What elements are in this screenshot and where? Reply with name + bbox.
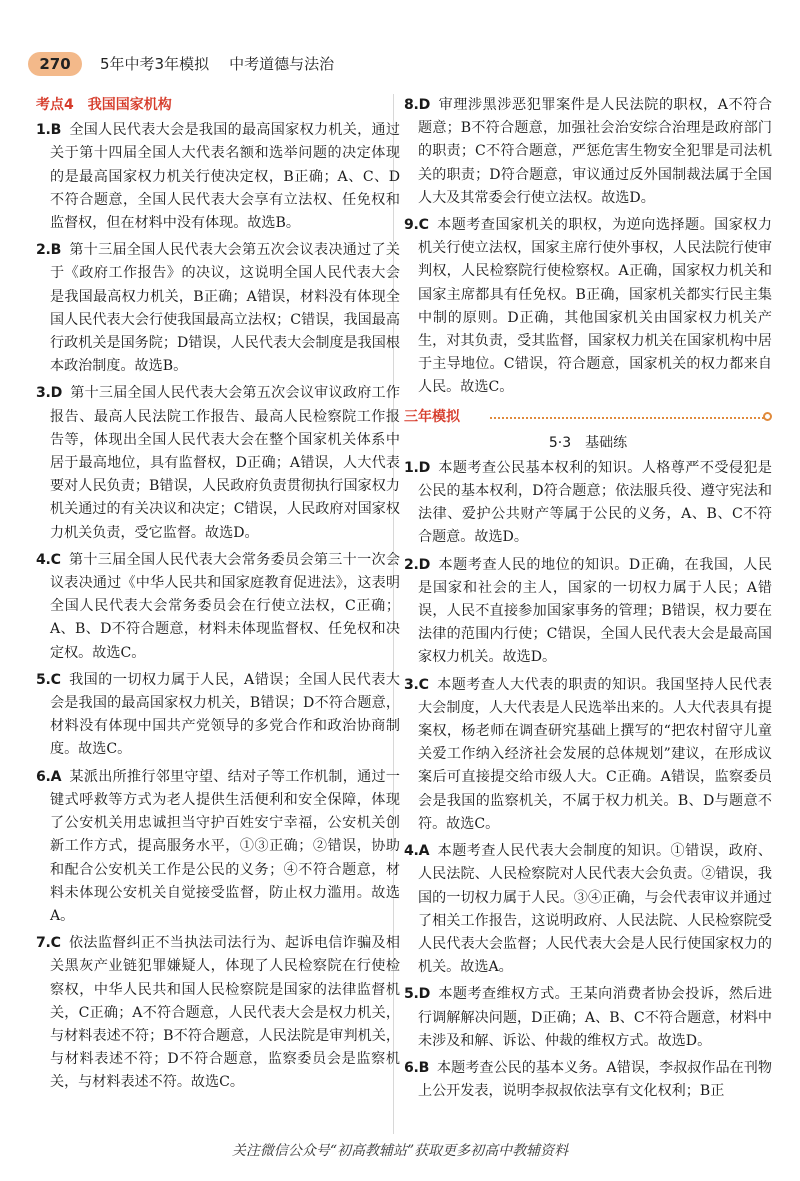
answer-item [36, 766, 400, 928]
answer-item [36, 549, 400, 665]
question-number: 6 [36, 768, 46, 785]
answer-explanation: 本题考查维权方式。王某向消费者协会投诉，然后进行调解解决问题，D正确；A、B、C不符合题意，材料中未涉及和解、诉讼、仲裁的维权方式。故选D。 [418, 986, 772, 1049]
answer-number: 1.B [36, 122, 62, 139]
answer-number: 2.B [36, 242, 62, 259]
left-column [36, 94, 400, 1099]
answer-item [36, 239, 400, 378]
answer-explanation: 审理涉黑涉恶犯罪案件是人民法院的职权，A不符合题意；B不符合题意，加强社会治安综合治理是政府部门的职责；C不符合题意，严惩危害生物安全犯罪是司法机关的职责；D符合题意，审议通过反外国制裁法属于全国人大及其常委会行使立法权。故选D。 [418, 97, 772, 206]
answer-item [404, 674, 772, 836]
answer-letter: C [418, 676, 429, 693]
answer-letter: D [418, 556, 430, 573]
answer-number: 9.C [404, 217, 429, 234]
question-number: 5 [36, 671, 46, 688]
question-number: 2 [404, 556, 414, 573]
question-number: 1 [404, 459, 414, 476]
question-number: 3 [404, 676, 414, 693]
page-header [0, 0, 800, 78]
section-bar [404, 406, 772, 428]
subject-title: 中考道德与法治 [229, 55, 335, 73]
answer-list-right-top [404, 94, 772, 400]
answer-explanation: 本题考查人大代表的职责的知识。我国坚持人民代表大会制度，人大代表是人民选举出来的。人大代表具有提案权，杨老师在调查研究基础上撰写的“把农村留守儿童关爱工作纳入经济社会发展的总体规划”建议，在形成议案后可直接提交给市级人大。C正确。A错误，监察委员会是我国的监察机关，不属于权力机关。B、D与题意不符。故选C。 [418, 676, 772, 832]
series-title: 5年中考3年模拟 [100, 55, 210, 73]
answer-explanation: 某派出所推行邻里守望、结对子等工作机制，通过一键式呼救等方式为老人提供生活便利和安全保障，体现了公安机关用忠诚担当守护百姓安宁幸福，公安机关创新工作方式，提高服务水平，①③正确；②错误，协助和配合公安机关工作是公民的义务；④不符合题意，材料未体现公安机关自觉接受监督，防止权力滥用。故选A。 [50, 768, 400, 924]
answer-item [404, 983, 772, 1053]
answer-letter: D [418, 459, 430, 476]
answer-number: 6.A [36, 768, 62, 785]
question-number: 7 [36, 935, 46, 952]
answer-item [36, 119, 400, 235]
answer-number: 3.C [404, 676, 429, 693]
book-title [100, 53, 334, 74]
answer-number: 5.D [404, 986, 430, 1003]
answer-explanation: 第十三届全国人民代表大会常务委员会第三十一次会议表决通过《中华人民共和国家庭教育促进法》，这表明全国人民代表大会常务委员会在行使立法权，C正确；A、B、D不符合题意，材料未体现监督权、任免权和决定权。故选C。 [50, 551, 400, 661]
question-number: 5 [404, 986, 414, 1003]
answer-list-left [36, 119, 400, 1094]
answer-letter: B [50, 122, 62, 139]
answer-item [404, 1057, 772, 1103]
answer-explanation: 依法监督纠正不当执法司法行为、起诉电信诈骗及相关黑灰产业链犯罪嫌疑人，体现了人民检察院在行使检察权，中华人民共和国人民检察院是国家的法律监督机关，C正确；A不符合题意，人民代表大会是权力机关，与材料表述不符；B不符合题意，人民法院是审判机关，与材料表述不符；D不符合题意，监察委员会是监察机关，与材料表述不符。故选C。 [50, 935, 400, 1091]
answer-letter: C [50, 551, 61, 568]
answer-item [36, 932, 400, 1094]
answer-explanation: 我国的一切权力属于人民，A错误；全国人民代表大会是我国的最高国家权力机关，B错误；D不符合题意，材料没有体现中国共产党领导的多党合作和政治协商制度。故选C。 [50, 671, 400, 758]
question-number: 3 [36, 385, 46, 402]
answer-number: 6.B [404, 1059, 430, 1076]
question-number: 1 [36, 122, 46, 139]
footer-note: 关注微信公众号“初高教辅站”获取更多初高中教辅资料 [231, 1143, 569, 1159]
answer-letter: D [418, 97, 430, 113]
right-column [404, 94, 772, 1107]
answer-item [36, 669, 400, 762]
answer-explanation: 本题考查公民的基本义务。A错误，李叔叔作品在刊物上公开发表，说明李叔叔依法享有文化权利；B正 [418, 1059, 772, 1100]
answer-explanation: 本题考查公民基本权利的知识。人格尊严不受侵犯是公民的基本权利，D符合题意；依法服兵役、遵守宪法和法律、爱护公共财产等属于公民的义务，A、B、C不符合题意。故选D。 [418, 459, 772, 546]
answer-letter: C [50, 671, 61, 688]
answer-number: 2.D [404, 556, 430, 573]
answer-number: 4.C [36, 551, 61, 568]
answer-item [404, 214, 772, 400]
practice-subheading: 5·3 基础练 [548, 434, 628, 451]
answer-letter: C [418, 217, 429, 234]
answer-letter: B [418, 1059, 430, 1076]
answer-explanation: 本题考查人民代表大会制度的知识。①错误，政府、人民法院、人民检察院对人民代表大会负责。②错误，我国的一切权力属于人民。③④正确，与会代表审议并通过了相关工作报告，这说明政府、人民法院、人民检察院受人民代表大会监督；人民代表大会是人民行使国家权力的机关。故选A。 [418, 843, 772, 976]
answer-number: 3.D [36, 385, 62, 402]
answer-item [404, 94, 772, 210]
answer-explanation: 全国人民代表大会是我国的最高国家权力机关，通过关于第十四届全国人大代表名额和选举问题的决定体现的是最高国家权力机关行使决定权，B正确；A、C、D不符合题意，全国人民代表大会享有立法权、任免权和监督权，但在材料中没有体现。故选B。 [50, 122, 400, 232]
topic-heading: 考点4 我国国家机构 [36, 97, 172, 113]
page-number: 270 [28, 52, 82, 76]
answer-letter: D [418, 986, 430, 1003]
answer-letter: D [50, 385, 62, 402]
question-number: 2 [36, 242, 46, 259]
answer-number: 1.D [404, 459, 430, 476]
answer-explanation: 第十三届全国人民代表大会第五次会议审议政府工作报告、最高人民法院工作报告、最高人民检察院工作报告等，体现出全国人民代表大会在整个国家机关体系中居于最高地位，具有监督权，D正确；A错误，人大代表要对人民负责；B错误，人民政府负责贯彻执行国家权力机关通过的有关决议和决定；C错误，人民政府对国家权力机关负责，受它监督。故选D。 [50, 385, 400, 541]
section-dotted-line [490, 417, 764, 419]
answer-explanation: 本题考查国家机关的职权，为逆向选择题。国家权力机关行使立法权，国家主席行使外事权，人民法院行使审判权，人民检察院行使检察权。A正确，国家权力机关和国家主席都具有任免权。B正确，国家机关都实行民主集中制的原则。D正确，其他国家机关由国家权力机关产生，对其负责，受其监督，国家权力机关在国家机构中居于主导地位。C错误，符合题意，国家机关的权力都来自人民。故选C。 [418, 217, 772, 396]
question-number: 4 [36, 551, 46, 568]
answer-item [404, 457, 772, 550]
answer-letter: A [50, 768, 62, 785]
answer-list-right-bottom [404, 457, 772, 1103]
section-end-circle-icon [763, 412, 772, 421]
answer-item [36, 382, 400, 544]
answer-explanation: 本题考查人民的地位的知识。D正确，在我国，人民是国家和社会的主人，国家的一切权力属于人民；A错误，人民不直接参加国家事务的管理；B错误，权力要在法律的范围内行使；C错误，全国人民代表大会是最高国家权力机关。故选D。 [418, 556, 772, 666]
question-number: 9 [404, 217, 414, 234]
answer-item [404, 554, 772, 670]
answer-letter: B [50, 242, 62, 259]
answer-number: 8.D [404, 97, 430, 113]
question-number: 4 [404, 843, 414, 860]
question-number: 6 [404, 1059, 414, 1076]
answer-number: 7.C [36, 935, 61, 952]
answer-letter: A [418, 843, 430, 860]
section-label: 三年模拟 [404, 408, 460, 425]
answer-letter: C [50, 935, 61, 952]
answer-explanation: 第十三届全国人民代表大会第五次会议表决通过了关于《政府工作报告》的决议，这说明全国人民代表大会是我国最高权力机关，B正确；A错误，材料没有体现全国人民代表大会行使我国最高立法权；C错误，我国最高行政机关是国务院；D错误，人民代表大会制度是我国根本政治制度。故选B。 [50, 242, 400, 375]
answer-item [404, 840, 772, 979]
question-number: 8 [404, 97, 414, 113]
answer-number: 5.C [36, 671, 61, 688]
answer-number: 4.A [404, 843, 430, 860]
